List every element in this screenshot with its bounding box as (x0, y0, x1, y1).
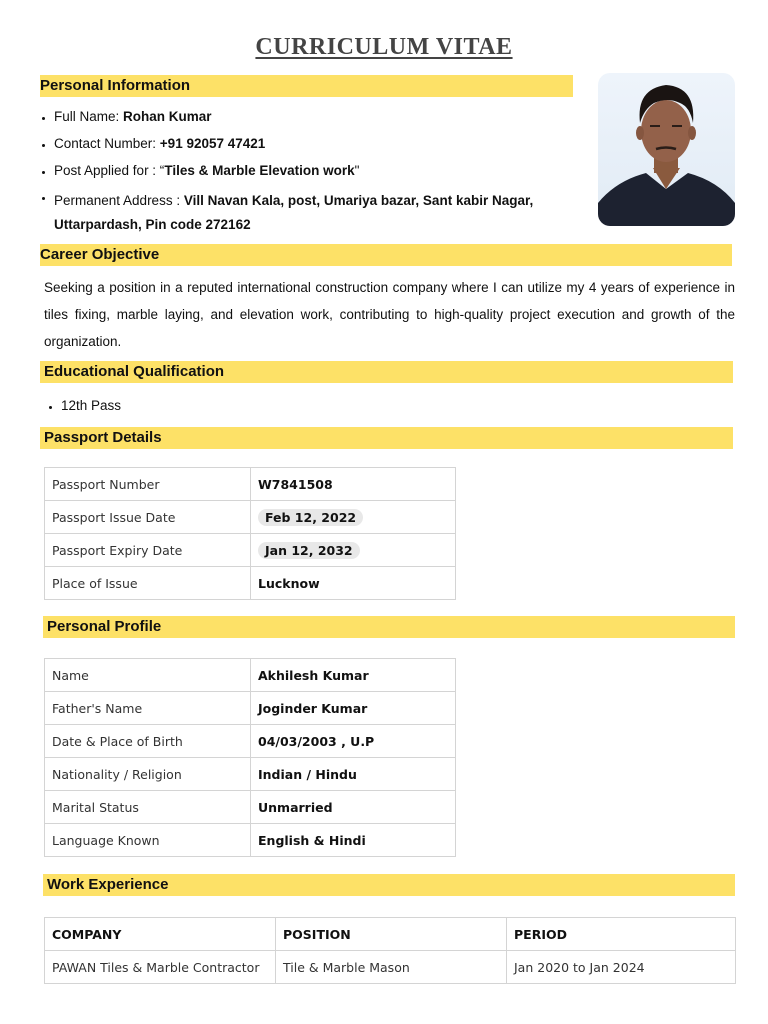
profile-value: Unmarried (251, 791, 456, 824)
profile-label: Date & Place of Birth (45, 725, 251, 758)
list-item: Post Applied for : “Tiles & Marble Elevation work" (41, 163, 581, 179)
work-experience-table (44, 917, 736, 984)
passport-issue-date-label: Passport Issue Date (45, 501, 251, 534)
table-row (45, 692, 456, 725)
passport-table (44, 467, 456, 600)
table-row (45, 567, 456, 600)
table-row (45, 951, 736, 984)
personal-profile-table (44, 658, 456, 857)
profile-value: Akhilesh Kumar (251, 659, 456, 692)
table-row (45, 791, 456, 824)
passport-number-label: Passport Number (45, 468, 251, 501)
passport-issue-date-value: Feb 12, 2022 (258, 509, 363, 526)
permanent-address-value: Vill Navan Kala, post, Umariya bazar, Sant kabir Nagar, Uttarpardash, Pin code 272162 (54, 193, 534, 232)
full-name-value: Rohan Kumar (123, 109, 212, 124)
list-item: 12th Pass (48, 398, 121, 414)
table-row (45, 659, 456, 692)
profile-photo (598, 73, 735, 226)
table-row (45, 725, 456, 758)
list-item: Full Name: Rohan Kumar (41, 109, 581, 125)
contact-number-value: +91 92057 47421 (159, 136, 266, 151)
place-of-issue-label: Place of Issue (45, 567, 251, 600)
table-row (45, 758, 456, 791)
list-item: Permanent Address : Vill Navan Kala, post, Umariya bazar, Sant kabir Nagar, Uttarpardash, Pin code 272162 (41, 189, 581, 237)
profile-label: Nationality / Religion (45, 758, 251, 791)
section-heading-education: Educational Qualification (40, 361, 733, 383)
profile-value: Joginder Kumar (251, 692, 456, 725)
profile-label: Language Known (45, 824, 251, 857)
table-header-row (45, 918, 736, 951)
post-applied-value: Tiles & Marble Elevation work (164, 163, 355, 178)
profile-label: Marital Status (45, 791, 251, 824)
position-cell: Tile & Marble Mason (276, 951, 507, 984)
passport-expiry-date-label: Passport Expiry Date (45, 534, 251, 567)
section-heading-passport: Passport Details (40, 427, 733, 449)
profile-value: 04/03/2003 , U.P (251, 725, 456, 758)
column-header-period: PERIOD (507, 918, 736, 951)
personal-info-list (41, 109, 581, 237)
company-cell: PAWAN Tiles & Marble Contractor (45, 951, 276, 984)
period-cell: Jan 2020 to Jan 2024 (507, 951, 736, 984)
profile-label: Name (45, 659, 251, 692)
list-item: Contact Number: +91 92057 47421 (41, 136, 581, 152)
document-title: CURRICULUM VITAE (255, 34, 513, 60)
section-heading-career-objective: Career Objective (40, 244, 732, 266)
column-header-position: POSITION (276, 918, 507, 951)
table-row (45, 824, 456, 857)
career-objective-text: Seeking a position in a reputed international construction company where I can utilize my 4 years of experience in tiles fixing, marble laying, and elevation work, contributing to high-quality project execution and growth of the organization. (44, 280, 735, 349)
profile-label: Father's Name (45, 692, 251, 725)
place-of-issue-value: Lucknow (251, 567, 456, 600)
table-row (45, 534, 456, 567)
table-row (45, 501, 456, 534)
section-heading-personal-profile: Personal Profile (43, 616, 735, 638)
column-header-company: COMPANY (45, 918, 276, 951)
section-heading-personal-information: Personal Information (40, 75, 573, 97)
table-row (45, 468, 456, 501)
profile-value: English & Hindi (251, 824, 456, 857)
education-list (48, 398, 121, 414)
section-heading-work-experience: Work Experience (43, 874, 735, 896)
passport-expiry-date-value: Jan 12, 2032 (258, 542, 360, 559)
profile-value: Indian / Hindu (251, 758, 456, 791)
passport-number-value: W7841508 (251, 468, 456, 501)
